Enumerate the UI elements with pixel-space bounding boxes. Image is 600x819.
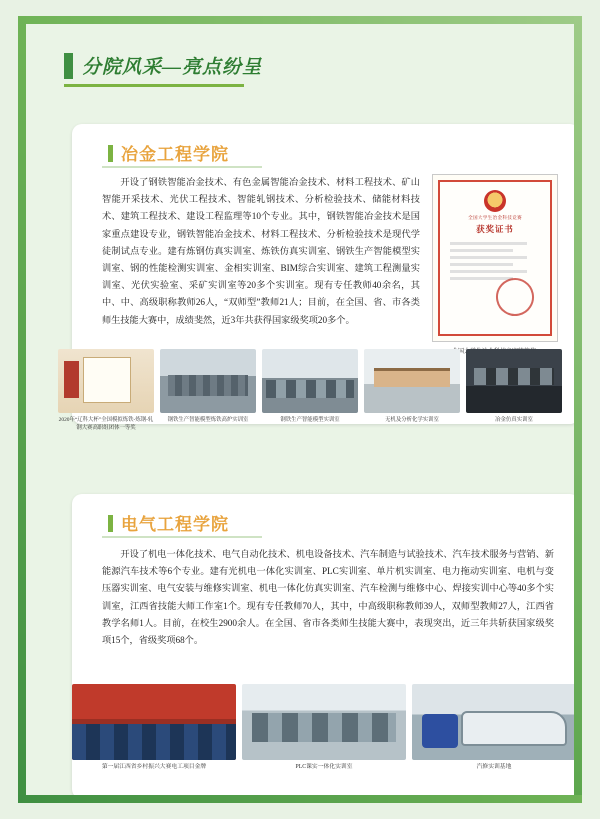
photo-caption: 钢铁生产智能模型炼铁高炉实训室 (167, 417, 249, 423)
photo-caption: PLC课实一体化实训室 (295, 764, 353, 770)
banner-accent-bar (64, 53, 73, 79)
section-body-electrical: 开设了机电一体化技术、电气自动化技术、机电设备技术、汽车制造与试验技术、汽车技术服务与营销、新能源汽车技术等6个专业。建有光机电一体化实训室、PLC实训室、单片机实训室、电力拖动实训室、电机与变压器实训室、电气安装与维修实训室、机电一体化仿真实训室、汽车检测与维修中心、焊接实训中心等40多个实训室，江西省技能大师工作室1个。现有专任教师70人，其中，中高级职称教师39人，双师型教师27人，江西省教学名师1人。目前，在校生2900余人。在全国、省市各类师生技能大赛中，表现突出，近三年共斩获国家级奖项15个，省级奖项68个。 (102, 549, 554, 646)
photo-plc-lab (242, 684, 406, 760)
photo-cell (466, 349, 562, 432)
photo-strip-metallurgy (58, 349, 562, 432)
section-title-text: 电气工程学院 (121, 515, 229, 534)
title-accent-bar (108, 145, 113, 162)
section-title-rule (102, 536, 262, 538)
section-title-electrical (108, 510, 229, 535)
certificate-header-small: 全国大学生冶金科技竞赛 (468, 215, 522, 220)
certificate-image (432, 174, 558, 342)
photo-cell (58, 349, 154, 432)
photo-caption: 无机及分析化学实训室 (385, 417, 439, 423)
page-content-area (26, 24, 574, 795)
section-title-metallurgy (108, 140, 229, 165)
photo-metallurgy-simulation-lab (466, 349, 562, 413)
emblem-icon (484, 190, 506, 212)
photo-certificate-award (58, 349, 154, 413)
photo-caption: 第一届江西省乡村振兴大赛电工项目金牌 (101, 764, 207, 770)
page-frame-top (18, 16, 582, 24)
page-frame-right (574, 16, 582, 803)
section-title-text: 冶金工程学院 (121, 145, 229, 164)
photo-cell (72, 684, 236, 772)
photo-rural-revitalization-award (72, 684, 236, 760)
photo-chemistry-lab (364, 349, 460, 413)
photo-blast-furnace-lab (160, 349, 256, 413)
title-accent-bar (108, 515, 113, 532)
photo-caption: 2020年“辽科大杯”全国模拟炼铁-炼钢-轧钢大赛高职组团体一等奖 (58, 417, 154, 431)
photo-cell (262, 349, 358, 432)
certificate-text-lines (450, 242, 540, 280)
photo-steel-model-lab (262, 349, 358, 413)
certificate-border (438, 180, 552, 336)
page-banner (64, 52, 262, 79)
section-body-metallurgy: 开设了钢铁智能冶金技术、有色金属智能冶金技术、材料工程技术、矿山智能开采技术、光伏工程技术、智能轧钢技术、分析检验技术、储能材料技术、建筑工程技术、建设工程监理等10个专业。其中，钢铁智能冶金技术是国家重点建设专业，钢铁智能冶金技术、材料工程技术、分析检验技术是现代学徒制试点专业。建有炼钢仿真实训室、炼铁仿真实训室、钢铁生产智能模型实训室、钢的性能检测实训室、金相实训室、BIM综合实训室、建筑工程测量实训室、光伏实验室、采矿实训室等20多个实训室。现有专任教师40余名，其中、中、高级职称教师26人，“双师型”教师21人；目前，在全国、省、市各类师生技能大赛中，成绩斐然，近3年共获得国家级奖项20多个。 (102, 177, 420, 325)
photo-caption: 冶金仿真实训室 (495, 417, 533, 423)
photo-auto-repair-base (412, 684, 574, 760)
banner-underline (64, 84, 244, 87)
photo-cell (160, 349, 256, 432)
photo-caption: 钢铁生产智能模型实训室 (280, 417, 340, 423)
page-frame-left (18, 16, 26, 803)
photo-strip-electrical (72, 684, 574, 772)
page-title: 分院风采—亮点纷呈 (82, 57, 263, 78)
photo-cell (364, 349, 460, 432)
photo-cell (412, 684, 574, 772)
page-frame-bottom (18, 795, 582, 803)
photo-caption: 汽修实训基地 (476, 764, 512, 770)
section-title-rule (102, 166, 262, 168)
official-seal-icon (492, 274, 537, 319)
photo-cell (242, 684, 406, 772)
certificate-header-large: 获奖证书 (476, 225, 514, 234)
